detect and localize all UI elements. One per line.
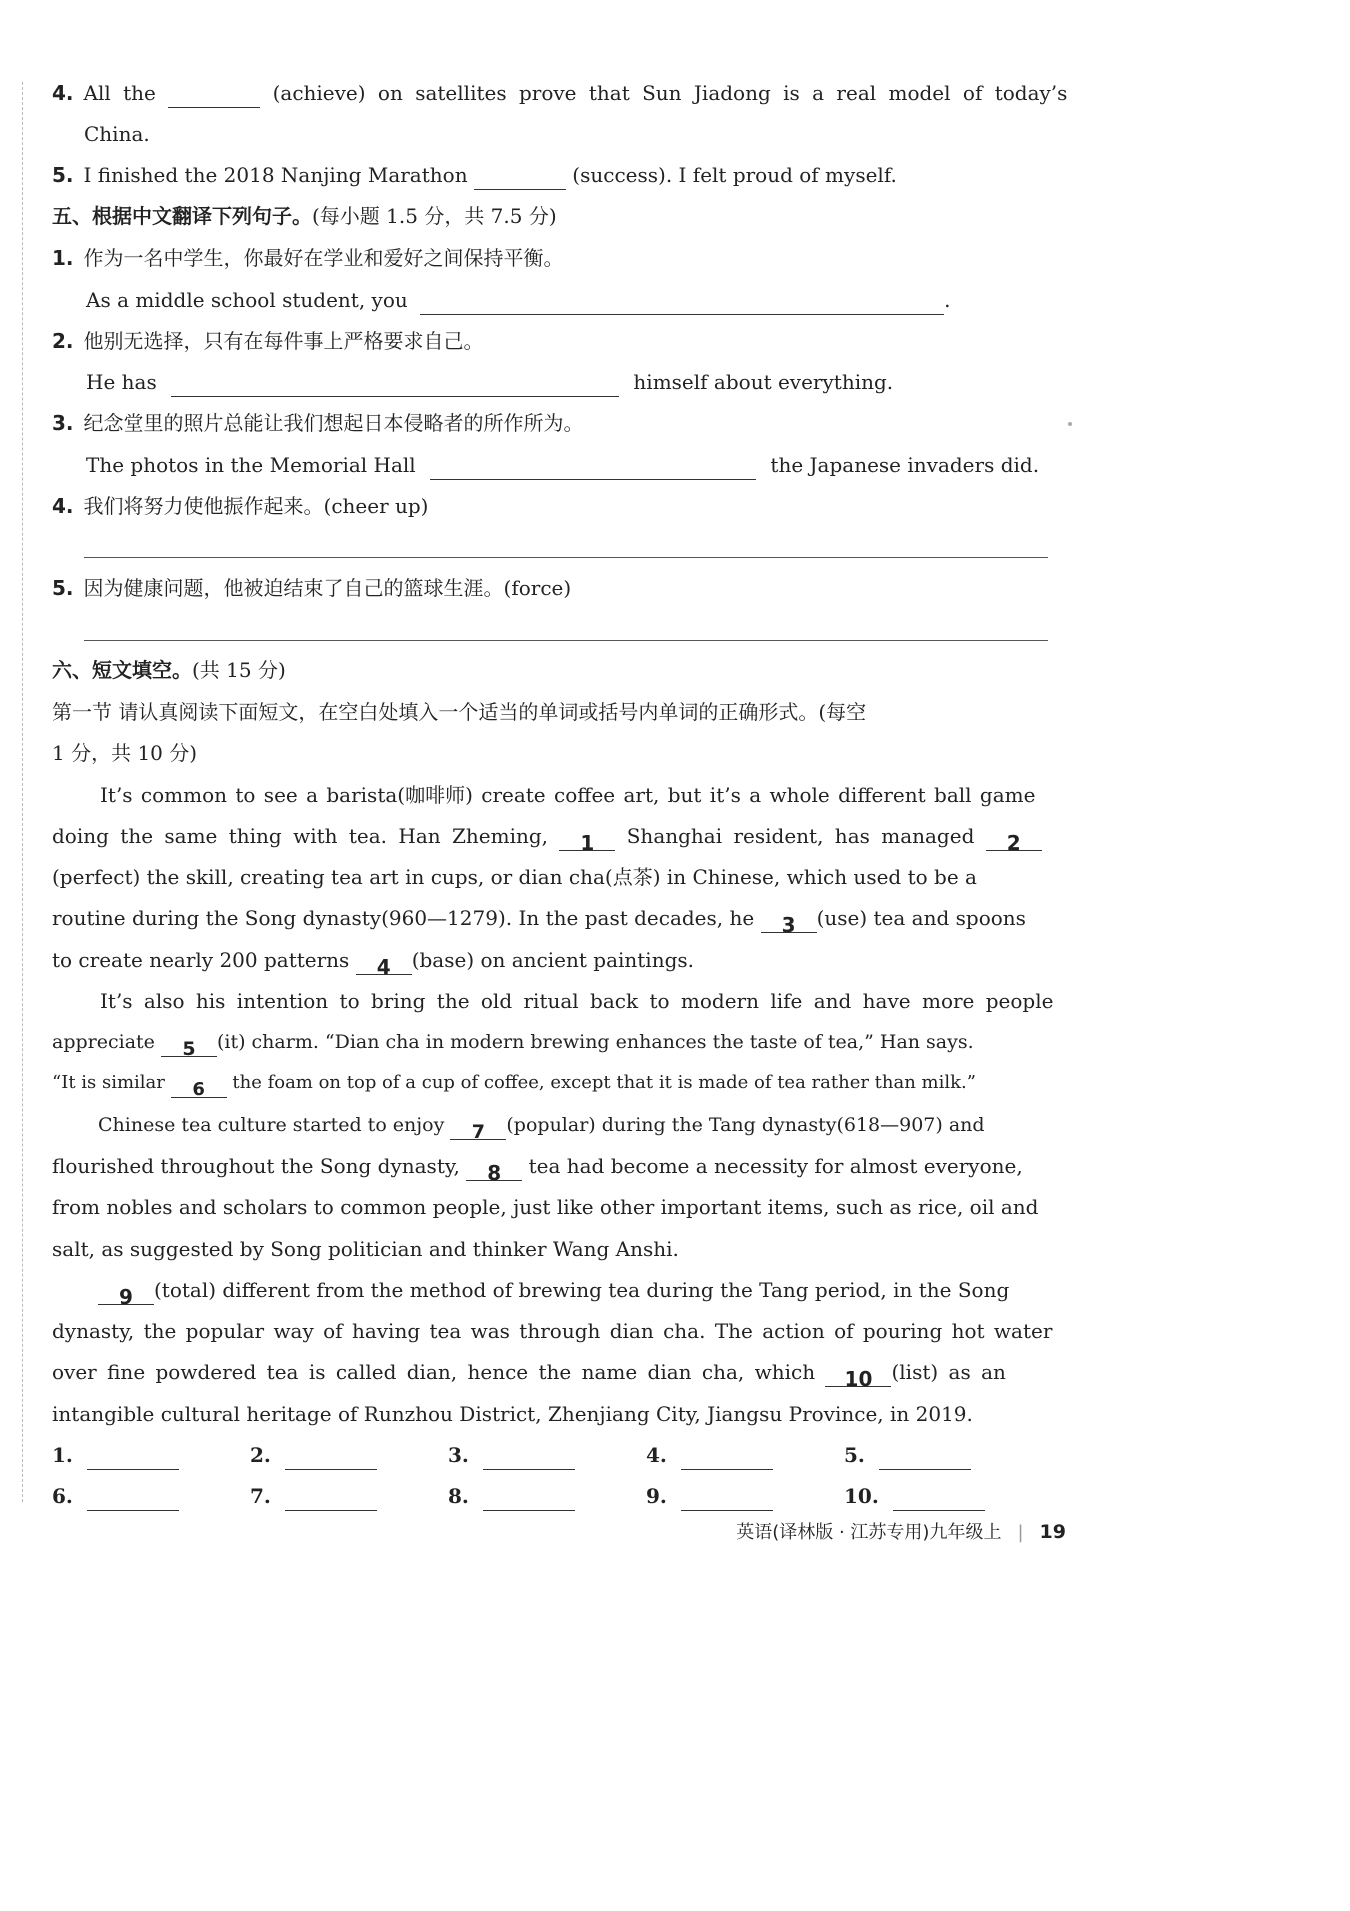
passage-line: routine during the Song dynasty(960—1279). In the past decades, he 3 (use) tea and spoons <box>52 906 1026 937</box>
translation-1-english: As a middle school student, you . <box>86 285 1048 315</box>
answer-blank[interactable] <box>681 1447 773 1470</box>
section-5-heading: 五、根据中文翻译下列句子。(每小题 1.5 分，共 7.5 分) <box>52 204 557 228</box>
blank-1[interactable]: 1 <box>559 828 615 851</box>
passage-line: flourished throughout the Song dynasty, 8 tea had become a necessity for almost everyone, <box>52 1154 1023 1185</box>
section-6-heading: 六、短文填空。(共 15 分) <box>52 658 286 682</box>
question-4-continued: China. <box>84 122 150 146</box>
answer-blank[interactable] <box>879 1447 971 1470</box>
translation-3-english: The photos in the Memorial Hall the Japanese invaders did. <box>86 450 1048 480</box>
question-4: 4. All the (achieve) on satellites prove that Sun Jiadong is a real model of today’s <box>52 78 1048 108</box>
translation-2-english: He has himself about everything. <box>86 367 1048 397</box>
passage-line: 9 (total) different from the method of brewing tea during the Tang period, in the Song <box>98 1275 1048 1305</box>
blank-4[interactable]: 4 <box>356 952 412 975</box>
answer-blank[interactable] <box>168 85 260 108</box>
passage-line: to create nearly 200 patterns 4 (base) on ancient paintings. <box>52 948 695 979</box>
answer-slot-5: 5. <box>844 1440 971 1470</box>
answer-blank[interactable] <box>285 1447 377 1470</box>
translation-1-chinese: 1. 作为一名中学生，你最好在学业和爱好之间保持平衡。 <box>52 246 564 270</box>
question-5: 5. I finished the 2018 Nanjing Marathon (success). I felt proud of myself. <box>52 160 1048 190</box>
section-6-instruction: 第一节 请认真阅读下面短文，在空白处填入一个适当的单词或括号内单词的正确形式。(每空 <box>52 700 867 724</box>
passage-line: doing the same thing with tea. Han Zheming, 1 Shanghai resident, has managed 2 <box>52 821 1048 851</box>
answer-blank[interactable] <box>420 292 944 315</box>
answer-blank[interactable] <box>474 167 566 190</box>
passage-line: dynasty, the popular way of having tea was through dian cha. The action of pouring hot water <box>52 1319 1053 1343</box>
answer-blank[interactable] <box>430 457 756 480</box>
answer-blank[interactable] <box>681 1488 773 1511</box>
book-title: 英语(译林版 · 江苏专用)九年级上 <box>736 1522 1002 1543</box>
section-6-instruction-cont: 1 分，共 10 分) <box>52 741 198 765</box>
answer-slot-2: 2. <box>250 1440 377 1470</box>
passage-line: from nobles and scholars to common people, just like other important items, such as rice, oil and <box>52 1195 1039 1219</box>
translation-3-chinese: 3. 纪念堂里的照片总能让我们想起日本侵略者的所作所为。 <box>52 411 584 435</box>
answer-blank[interactable] <box>483 1447 575 1470</box>
passage-line: It’s also his intention to bring the old ritual back to modern life and have more people <box>100 989 1054 1013</box>
blank-10[interactable]: 10 <box>825 1364 891 1387</box>
blank-8[interactable]: 8 <box>466 1158 522 1181</box>
blank-6[interactable]: 6 <box>171 1075 227 1098</box>
answer-slot-9: 9. <box>646 1481 773 1511</box>
page-number: 19 <box>1039 1521 1066 1543</box>
blank-9[interactable]: 9 <box>98 1282 154 1305</box>
answer-slot-7: 7. <box>250 1481 377 1511</box>
passage-line: over fine powdered tea is called dian, hence the name dian cha, which 10 (list) as an <box>52 1360 1006 1391</box>
answer-slot-10: 10. <box>844 1481 985 1511</box>
answer-line[interactable] <box>84 640 1048 641</box>
translation-4-chinese: 4. 我们将努力使他振作起来。(cheer up) <box>52 494 429 518</box>
answer-blank[interactable] <box>285 1488 377 1511</box>
binding-margin-line <box>22 82 23 1502</box>
answer-blank[interactable] <box>87 1447 179 1470</box>
answer-blank[interactable] <box>87 1488 179 1511</box>
passage-line: appreciate 5 (it) charm. “Dian cha in modern brewing enhances the taste of tea,” Han says. <box>52 1031 974 1060</box>
blank-2[interactable]: 2 <box>986 828 1042 851</box>
passage-line: intangible cultural heritage of Runzhou District, Zhenjiang City, Jiangsu Province, in 2019. <box>52 1402 973 1426</box>
passage-line: salt, as suggested by Song politician and thinker Wang Anshi. <box>52 1237 679 1261</box>
answer-blank[interactable] <box>893 1488 985 1511</box>
answer-slot-4: 4. <box>646 1440 773 1470</box>
answer-slot-8: 8. <box>448 1481 575 1511</box>
translation-5-chinese: 5. 因为健康问题，他被迫结束了自己的篮球生涯。(force) <box>52 576 572 600</box>
answer-blank[interactable] <box>483 1488 575 1511</box>
passage-line: Chinese tea culture started to enjoy 7 (popular) during the Tang dynasty(618—907) and <box>98 1114 985 1143</box>
answer-blank[interactable] <box>171 374 619 397</box>
blank-5[interactable]: 5 <box>161 1034 217 1057</box>
answer-line[interactable] <box>84 557 1048 558</box>
scan-speck <box>1068 422 1072 426</box>
passage-line: It’s common to see a barista(咖啡师) create coffee art, but it’s a whole different ball game <box>100 783 1036 807</box>
answer-slot-3: 3. <box>448 1440 575 1470</box>
blank-7[interactable]: 7 <box>450 1117 506 1140</box>
answer-slot-1: 1. <box>52 1440 179 1470</box>
page-footer <box>736 1518 1066 1544</box>
blank-3[interactable]: 3 <box>761 910 817 933</box>
translation-2-chinese: 2. 他别无选择，只有在每件事上严格要求自己。 <box>52 329 484 353</box>
passage-line: “It is similar 6 the foam on top of a cup of coffee, except that it is made of tea rather than milk.” <box>52 1072 976 1100</box>
passage-line: (perfect) the skill, creating tea art in cups, or dian cha(点茶) in Chinese, which used to be a <box>52 865 977 889</box>
footer-divider: | <box>1017 1522 1024 1543</box>
answer-slot-6: 6. <box>52 1481 179 1511</box>
